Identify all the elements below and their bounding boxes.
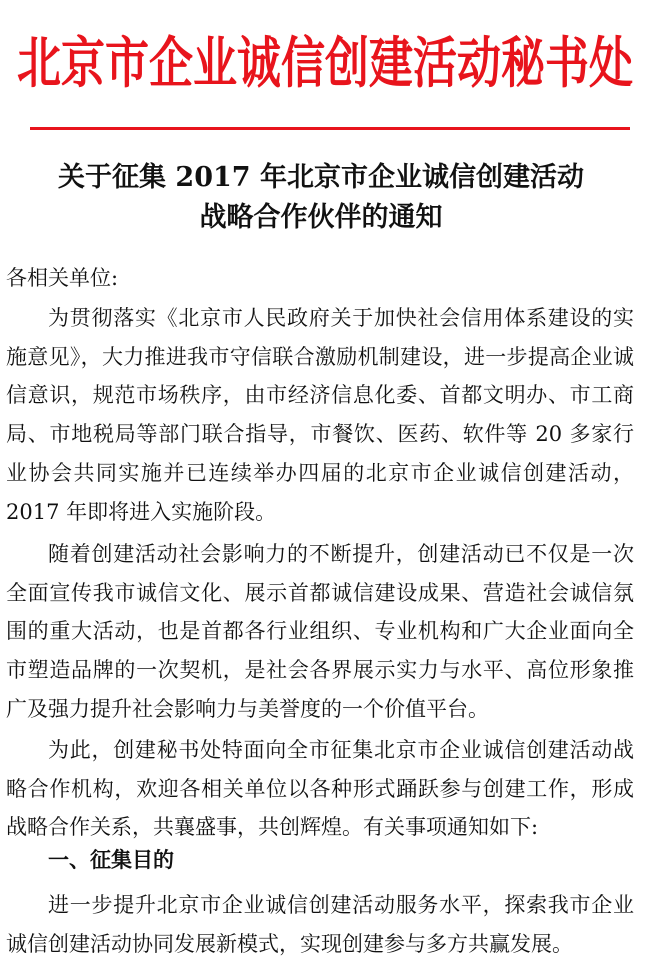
masthead-organization: 北京市企业诚信创建活动秘书处 (17, 32, 633, 96)
paragraph-significance: 随着创建活动社会影响力的不断提升，创建活动已不仅是一次全面宣传我市诚信文化、展示首都诚信建设成果、营造社会诚信氛围的重大活动，也是首都各行业组织、专业机构和广大企业面向全市塑造品牌的一次契机，是社会各界展示实力与水平、高位形象推广及强力提升社会影响力与美誉度的一个价值平台。 (6, 542, 634, 721)
notice-title-line1: 关于征集 2017 年北京市企业诚信创建活动 (58, 162, 584, 193)
section-heading-purpose: 一、征集目的 (48, 848, 174, 872)
paragraph-background: 为贯彻落实《北京市人民政府关于加快社会信用体系建设的实施意见》，大力推进我市守信联合激励机制建设，进一步提高企业诚信意识，规范市场秩序，由市经济信息化委、首都文明办、市工商局、市地税局等部门联合指导，市餐饮、医药、软件等 20 多家行业协会共同实施并已连续举办四届的北京市企业诚信创建活动，2017 年即将进入实施阶段。 (6, 306, 634, 524)
salutation: 各相关单位: (6, 266, 119, 290)
notice-title-line2: 战略合作伙伴的通知 (199, 202, 443, 233)
masthead-red-rule (30, 127, 630, 130)
paragraph-invitation: 为此，创建秘书处特面向全市征集北京市企业诚信创建活动战略合作机构，欢迎各相关单位以各种形式踊跃参与创建工作，形成战略合作关系，共襄盛事，共创辉煌。有关事项通知如下: (6, 738, 634, 840)
paragraph-purpose: 进一步提升北京市企业诚信创建活动服务水平，探索我市企业诚信创建活动协同发展新模式，实现创建参与多方共赢发展。 (6, 893, 634, 956)
